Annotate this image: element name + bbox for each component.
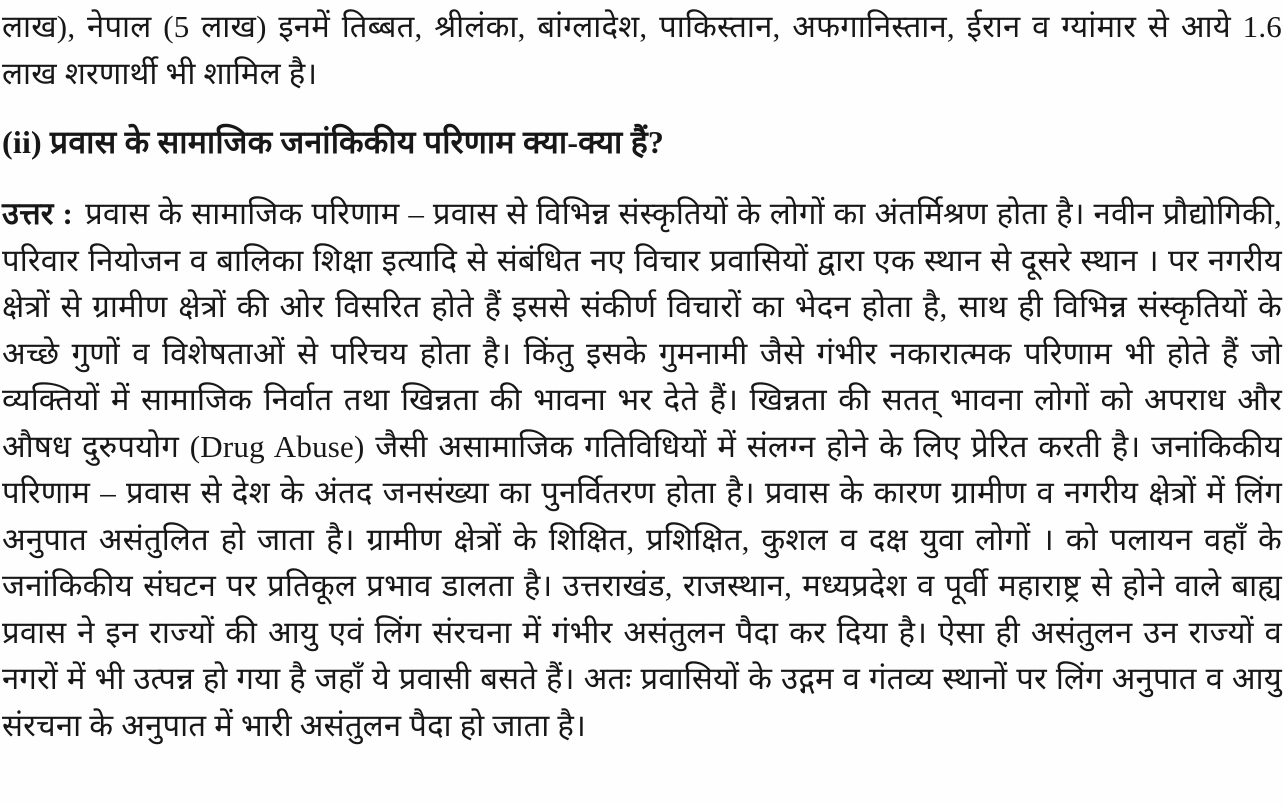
answer-paragraph xyxy=(2,191,1282,749)
answer-label: उत्तर : xyxy=(2,196,74,231)
question-heading xyxy=(2,118,1282,166)
question-text: प्रवास के सामाजिक जनांकिकीय परिणाम क्या-क्या हैं? xyxy=(49,124,665,160)
intro-paragraph: लाख), नेपाल (5 लाख) इनमें तिब्बत, श्रीलंका, बांग्लादेश, पाकिस्तान, अफगानिस्तान, ईरान व ग्यांमार से आये 1.6 लाख शरणार्थी भी शामिल है। xyxy=(2,9,1282,91)
answer-text: प्रवास के सामाजिक परिणाम – प्रवास से विभिन्न संस्कृतियों के लोगों का अंतर्मिश्रण होता है। नवीन प्रौद्योगिकी, परिवार नियोजन व बालिका शिक्षा इत्यादि से संबंधित नए विचार प्रवासियों द्वारा एक स्थान से दूसरे स्थान । पर नगरीय क्षेत्रों से ग्रामीण क्षेत्रों की ओर विसरित होते हैं इससे संकीर्ण विचारों का भेदन होता है, साथ ही विभिन्न संस्कृतियों के अच्छे गुणों व विशेषताओं से परिचय होता है। किंतु इसके गुमनामी जैसे गंभीर नकारात्मक परिणाम भी होते हैं जो व्यक्तियों में सामाजिक निर्वात तथा खिन्नता की भावना भर देते हैं। खिन्नता की सतत् भावना लोगों को अपराध और औषध दुरुपयोग (Drug Abuse) जैसी असामाजिक गतिविधियों में संलग्न होने के लिए प्रेरित करती है। जनांकिकीय परिणाम – प्रवास से देश के अंतद जनसंख्या का पुनर्वितरण होता है। प्रवास के कारण ग्रामीण व नगरीय क्षेत्रों में लिंग अनुपात असंतुलित हो जाता है। ग्रामीण क्षेत्रों के शिक्षित, प्रशिक्षित, कुशल व दक्ष युवा लोगों । को पलायन वहाँ के जनांकिकीय संघटन पर प्रतिकूल प्रभाव डालता है। उत्तराखंड, राजस्थान, मध्यप्रदेश व पूर्वी महाराष्ट्र से होने वाले बाह्य प्रवास ने इन राज्यों की आयु एवं लिंग संरचना में गंभीर असंतुलन पैदा कर दिया है। ऐसा ही असंतुलन उन राज्यों व नगरों में भी उत्पन्न हो गया है जहाँ ये प्रवासी बसते हैं। अतः प्रवासियों के उद्गम व गंतव्य स्थानों पर लिंग अनुपात व आयु संरचना के अनुपात में भारी असंतुलन पैदा हो जाता है। xyxy=(2,196,1282,743)
question-number: (ii) xyxy=(2,124,42,160)
